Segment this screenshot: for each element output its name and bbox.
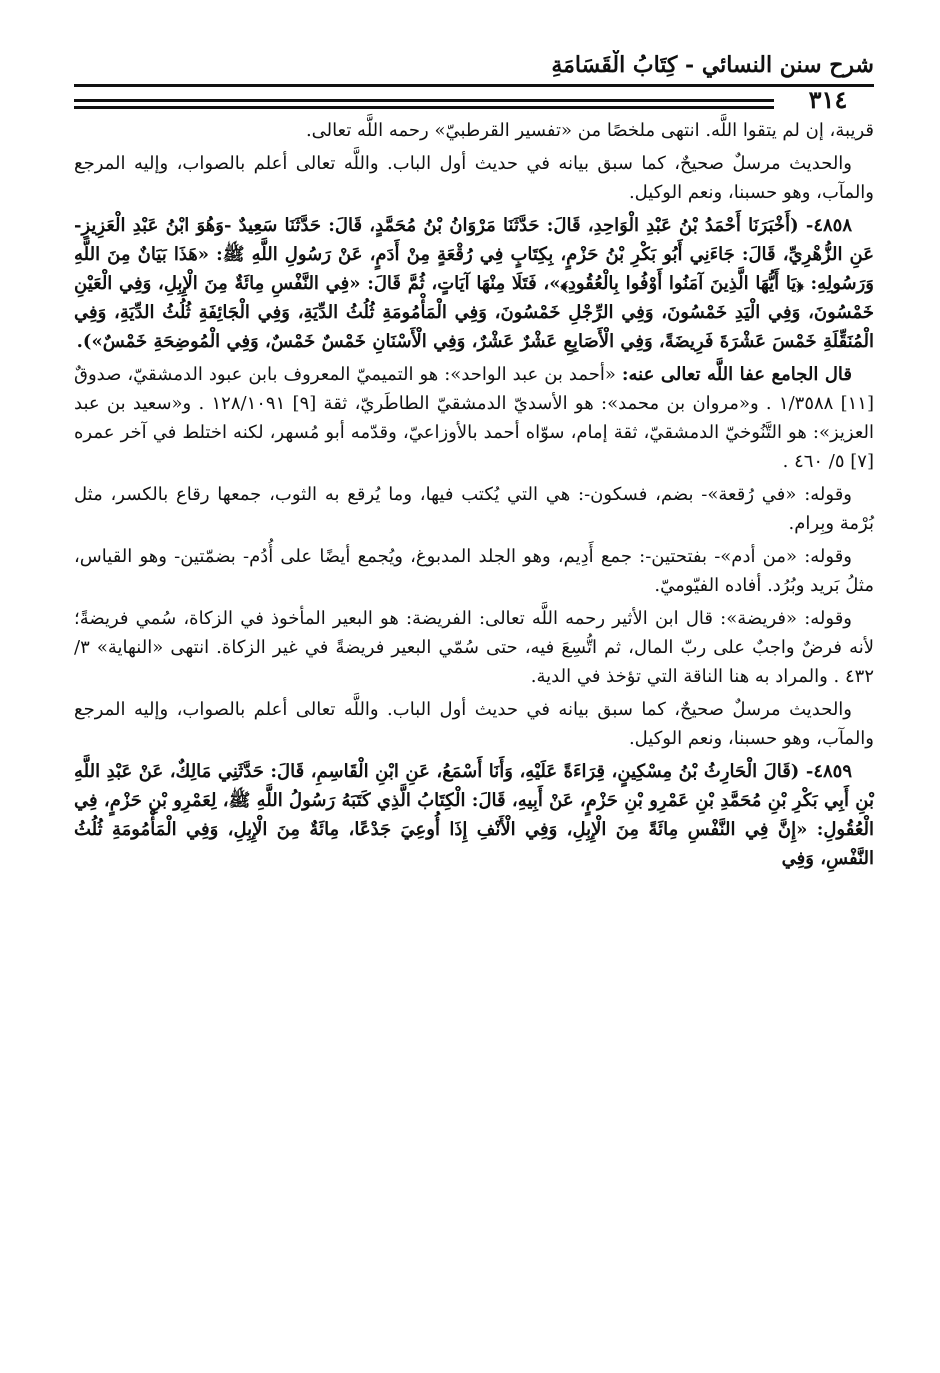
paragraph-narrators	[74, 360, 874, 476]
paragraph-farida: وقوله: «فريضة»: قال ابن الأثير رحمه اللَّه تعالى: الفريضة: هو البعير المأخوذ في الزكاة، سُمي فريضةً؛ لأنه فرضٌ واجبٌ على ربّ المال، ثم اتُّسِعَ فيه، حتى سُمّي البعير فريضةً في غير الزكاة. انتهى «النهاية» ٣/ ٤٣٢ . والمراد به هنا الناقة التي تؤخذ في الدية.	[74, 608, 874, 687]
hadith-number: ٤٨٥٩	[813, 761, 852, 782]
header-rules	[74, 82, 874, 116]
paragraph-adam: وقوله: «من أدم»- بفتحتين-: جمع أَدِيم، وهو الجلد المدبوغ، ويُجمع أيضًا على أُدُم- بضمّتين- وهو القياس، مثلُ بَريد وبُرُد. أفاده الفيّوميّ.	[74, 546, 874, 596]
narrators-text: «أحمد بن عبد الواحد»: هو التميميّ المعروف بابن عبود الدمشقيّ، صدوقٌ [١١] ١/٣٥٨٨ . و«مروان بن محمد»: هو الأسديّ الدمشقيّ الطاطَريّ، ثقة [٩] ١٢٨/١٠٩١ . و«سعيد بن عبد العزيز»: هو التَّنُوخيّ الدمشقيّ، ثقة إمام، سوّاه أحمد بالأوزاعيّ، وقدّمه أبو مُسهر، لكنه اختلط في آخر عمره [٧] ٥/ ٤٦٠ .	[74, 364, 875, 472]
hadith-text: - (قَالَ الْحَارِثُ بْنُ مِسْكِينٍ، قِرَاءَةً عَلَيْهِ، وَأَنَا أَسْمَعُ، عَنِ ابْنِ الْقَاسِمِ، قَالَ: حَدَّثَنِي مَالِكٌ، عَنْ عَبْدِ اللَّهِ بْنِ أَبِي بَكْرِ بْنِ مُحَمَّدِ بْنِ عَمْرِو بْنِ حَزْمٍ، عَنْ أَبِيهِ، قَالَ: الْكِتَابُ الَّذِي كَتَبَهُ رَسُولُ اللَّهِ ﷺ، لِعَمْرِو بْنِ حَزْمٍ، فِي الْعُقُولِ: «إِنَّ فِي النَّفْسِ مِائَةً مِنَ الْإِبِلِ، وَفِي الْأَنْفِ إِذَا أُوعِيَ جَدْعًا، مِائَةٌ مِنَ الْإِبِلِ، وَفِي الْمَأْمُومَةِ ثُلُثُ النَّفْسِ، وَفِي	[74, 761, 874, 869]
page-body	[74, 116, 874, 873]
paragraph-grading: والحديث مرسلٌ صحيحٌ، كما سبق بيانه في حديث أول الباب. واللَّه تعالى أعلم بالصواب، وإليه المرجع والمآب، وهو حسبنا، ونعم الوكيل.	[74, 153, 874, 203]
double-rule-lower	[74, 106, 774, 109]
book-page	[74, 50, 874, 877]
page-number: ٣١٤	[808, 85, 848, 114]
hadith-4858	[74, 211, 874, 356]
paragraph-ruqa: وقوله: «في رُقعة»- بضم، فسكون-: هي التي يُكتب فيها، وما يُرقع به الثوب، جمعها رقاع بالكسر، مثل بُرْمة وبِرام.	[74, 484, 874, 534]
paragraph-tafsir-end: قريبة، إن لم يتقوا اللَّه. انتهى ملخصًا من «تفسير القرطبيّ» رحمه اللَّه تعالى.	[305, 120, 874, 141]
hadith-text: - (أَخْبَرَنَا أَحْمَدُ بْنُ عَبْدِ الْوَاحِدِ، قَالَ: حَدَّثَنَا مَرْوَانُ بْنُ مُحَمَّدٍ، قَالَ: حَدَّثَنَا سَعِيدٌ -وَهُوَ ابْنُ عَبْدِ الْعَزِيزِ- عَنِ الزُّهْرِيِّ، قَالَ: جَاءَنِي أَبُو بَكْرِ بْنُ حَزْمٍ، بِكِتَابٍ فِي رُقْعَةٍ مِنْ أَدَمٍ، عَنْ رَسُولِ اللَّهِ ﷺ: «هَذَا بَيَانٌ مِنَ اللَّهِ وَرَسُولِهِ: ﴿يَا أَيُّهَا الَّذِينَ آمَنُوا أَوْفُوا بِالْعُقُودِ﴾»، فَتَلَا مِنْهَا آيَاتٍ، ثُمَّ قَالَ: «فِي النَّفْسِ مِائَةٌ مِنَ الْإِبِلِ، وَفِي الْعَيْنِ خَمْسُونَ، وَفِي الْيَدِ خَمْسُونَ، وَفِي الرِّجْلِ خَمْسُونَ، وَفِي الْمَأْمُومَةِ ثُلُثُ الدِّيَةِ، وَفِي الْجَائِفَةِ ثُلُثُ الدِّيَةِ، وَفِي الْمُنَقِّلَةِ خَمْسَ عَشْرَةَ فَرِيضَةً، وَفِي الْأَصَابِعِ عَشْرٌ عَشْرٌ، وَفِي الْأَسْنَانِ خَمْسٌ خَمْسٌ، وَفِي الْمُوضِحَةِ خَمْسٌ»).	[74, 215, 874, 352]
top-rule	[74, 84, 874, 87]
paragraph-grading-2: والحديث مرسلٌ صحيحٌ، كما سبق بيانه في حديث أول الباب. واللَّه تعالى أعلم بالصواب، وإليه المرجع والمآب، وهو حسبنا، ونعم الوكيل.	[74, 699, 874, 749]
compiler-lead: قال الجامع عفا اللَّه تعالى عنه:	[621, 364, 852, 385]
running-title: شرح سنن النسائي - كِتَابُ الْقَسَامَةِ	[551, 52, 874, 78]
hadith-4859	[74, 757, 874, 873]
double-rule-upper	[74, 99, 774, 102]
hadith-number: ٤٨٥٨	[813, 215, 852, 236]
